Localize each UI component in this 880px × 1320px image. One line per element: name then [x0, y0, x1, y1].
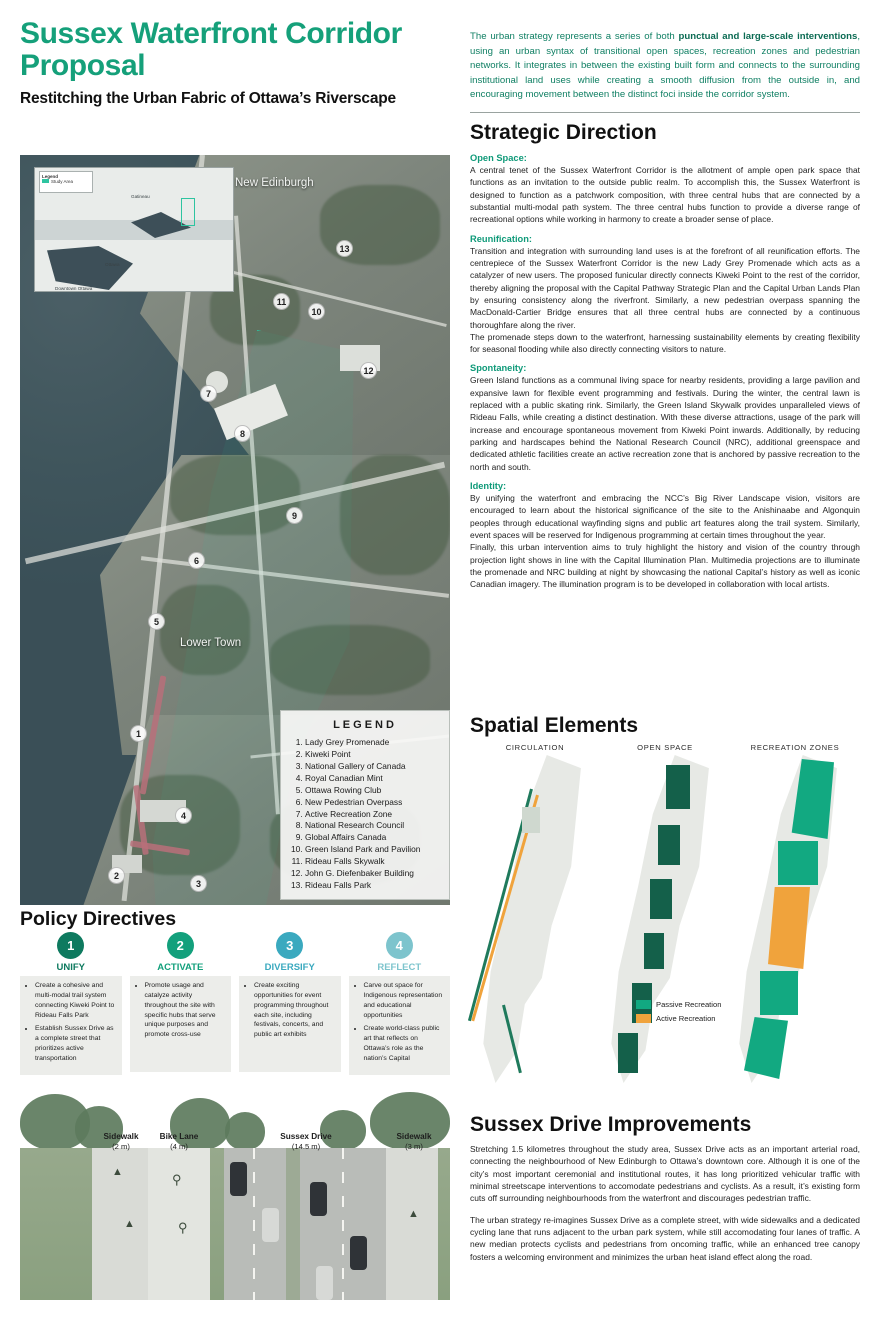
- map-marker[interactable]: 7: [200, 385, 217, 402]
- spatial-header-open-space: OPEN SPACE: [637, 743, 693, 752]
- text-identity: By unifying the waterfront and embracing the NCC’s Big River Landscape vision, visitors are encouraged to learn about the historical significance of the site to the Anishinaabe and Algonquin peoples through educational wayfinding signs and public art features along the trail system. Similarly, event spaces will be reserved for Indigenous programming at certain times throughout the year.: [470, 493, 860, 541]
- map-legend-title: LEGEND: [333, 719, 397, 731]
- policy-number-badge: 2: [167, 932, 194, 959]
- list-item: 1. Lady Grey Promenade: [305, 737, 440, 749]
- policy-number-badge: 3: [276, 932, 303, 959]
- list-item: 7. Active Recreation Zone: [305, 809, 440, 821]
- section-label-sussex-drive: Sussex Drive (14.5 m): [280, 1132, 332, 1152]
- inset-study-area-outline: [181, 198, 195, 226]
- open-space-patch: [522, 807, 540, 833]
- spatial-diagrams: [470, 755, 860, 1085]
- locator-inset-map[interactable]: [34, 167, 234, 292]
- list-item: 2. Kiweki Point: [305, 749, 440, 761]
- sussex-drive-paragraph-2: The urban strategy re-imagines Sussex Drive as a complete street, with wide sidewalks and a dedicated cycling lane that runs adjacent to the urban park system, while still accomodating four lanes of traffic. A new median protects cyclists and pedestrians from oncoming traffic, while an enhanced tree canopy fosters a welcoming environment and minimizes the urban heat island effect along the road.: [470, 1214, 860, 1262]
- lane-grass-east: [438, 1148, 450, 1300]
- open-space-block: [658, 825, 680, 865]
- sussex-drive-heading: Sussex Drive Improvements: [470, 1113, 752, 1136]
- pedestrian-icon: ▲: [124, 1218, 135, 1230]
- lane-divider-dashes: [253, 1148, 255, 1300]
- street-plan-view: [20, 1148, 450, 1300]
- vehicle-icon: [262, 1208, 279, 1242]
- list-item: 12. John G. Diefenbaker Building: [305, 868, 440, 880]
- bicycle-icon: ⚲: [172, 1172, 182, 1187]
- legend-label-active: Active Recreation: [656, 1014, 716, 1023]
- bicycle-icon: ⚲: [178, 1220, 188, 1235]
- map-marker[interactable]: 2: [108, 867, 125, 884]
- sussex-drive-paragraph-1: Stretching 1.5 kilometres throughout the study area, Sussex Drive acts as an important arterial road, connecting the neighbourhood of New Edinburgh to Ottawa’s downtown core. Although it is one of the city’s most important ceremonial and institutional routes, it has long prioritized vehicular traffic with minimal streetscape interventions to accomodate pedestrians and cyclists. As a result, it’s existing form cuts off surrounding neighbourhoods from the waterfront and discourages pedestrian traffic.: [470, 1144, 860, 1204]
- diagram-open-space: [604, 755, 726, 1083]
- subheading-open-space: Open Space:: [470, 152, 527, 163]
- text-identity-2: Finally, this urban intervention aims to truly highlight the history and vision of the country through projection light shows in line with the Capital Illumination Plan. Multimedia projections are to illuminate the promenade and NRC building at night by showcasing the national Capital’s history as well as iconic Canadian imagery. The illumination program is to be developed in collaboration with local artists.: [470, 542, 860, 590]
- list-item: 3. National Gallery of Canada: [305, 761, 440, 773]
- policy-directives-row: [20, 932, 450, 1075]
- sussex-drive-block: [470, 1105, 860, 1272]
- inset-label-downtown: Downtown Ottawa: [55, 286, 93, 291]
- vehicle-icon: [316, 1266, 333, 1300]
- inset-label-gatineau: Gatineau: [131, 194, 150, 199]
- map-marker[interactable]: 11: [273, 293, 290, 310]
- policy-card-body: [20, 976, 122, 1075]
- list-item: • Create world-class public art that reflects on Ottawa’s role as the nation’s Capital: [364, 1024, 445, 1063]
- list-item: 8. National Research Council: [305, 820, 440, 832]
- legend-label-passive: Passive Recreation: [656, 1000, 722, 1009]
- inset-legend-item: Study Area: [42, 179, 90, 184]
- diagram-circulation: [476, 755, 598, 1083]
- policy-directives-heading: Policy Directives: [20, 908, 177, 930]
- policy-card-body: [239, 976, 341, 1072]
- lane-divider-dashes: [342, 1148, 344, 1300]
- map-marker[interactable]: 10: [308, 303, 325, 320]
- lane-grass-west: [20, 1148, 92, 1300]
- legend-row-active: [636, 1014, 721, 1023]
- sussex-drive-section-render: [20, 1088, 450, 1300]
- policy-number-badge: 4: [386, 932, 413, 959]
- open-space-block: [618, 1033, 638, 1073]
- policy-card-title: DIVERSIFY: [264, 962, 315, 973]
- list-item: 5. Ottawa Rowing Club: [305, 785, 440, 797]
- policy-bullet-list: [355, 981, 445, 1064]
- map-marker[interactable]: 12: [360, 362, 377, 379]
- zone-passive-upper: [778, 841, 818, 885]
- list-item: • Promote usage and catalyze activity throughout the site with specific hubs that serve unique purposes and promote cross-use: [145, 981, 226, 1040]
- legend-row-passive: [636, 1000, 721, 1009]
- map-legend: [280, 710, 450, 900]
- policy-card-diversify: [239, 932, 341, 1075]
- pedestrian-icon: ▲: [112, 1166, 123, 1178]
- lane-median: [286, 1148, 300, 1300]
- spatial-elements-heading: Spatial Elements: [470, 714, 639, 737]
- policy-card-body: [349, 976, 451, 1075]
- list-item: 11. Rideau Falls Skywalk: [305, 856, 440, 868]
- map-legend-list: [290, 737, 440, 892]
- aerial-site-map[interactable]: [20, 155, 450, 905]
- map-marker[interactable]: 9: [286, 507, 303, 524]
- lane-sidewalk-east: [386, 1148, 438, 1300]
- map-marker[interactable]: 6: [188, 552, 205, 569]
- legend-swatch-active: [636, 1014, 651, 1023]
- list-item: 13. Rideau Falls Park: [305, 880, 440, 892]
- policy-card-body: [130, 976, 232, 1072]
- section-label-sidewalk-west: Sidewalk (2 m): [103, 1132, 139, 1152]
- policy-card-activate: [130, 932, 232, 1075]
- place-label-new-edinburgh: New Edinburgh: [235, 177, 314, 189]
- vehicle-icon: [350, 1236, 367, 1270]
- diagram-recreation-zones: [732, 755, 854, 1083]
- inset-legend-title: Legend: [42, 174, 59, 179]
- policy-bullet-list: [136, 981, 226, 1040]
- zone-passive-mid: [760, 971, 798, 1015]
- pedestrian-icon: ▲: [408, 1208, 419, 1220]
- policy-card-title: UNIFY: [56, 962, 85, 973]
- list-item: • Establish Sussex Drive as a complete street that prioritizes active transportation: [35, 1024, 116, 1063]
- map-marker[interactable]: 13: [336, 240, 353, 257]
- text-spontaneity: Green Island functions as a communal living space for nearby residents, providing a large pavilion and expansive lawn for flexible event programming and festivals. During the winter, the central lawn is replaced with a public skating rink. Similarly, the Green Island Skywalk provides unparalleled views of Rideau Falls, while creating a distinct destination. With these diverse attractions, usage of the park will increase and encourage spontaneous movement from Kiweki Point inwards. Additionally, by reducing parking and hardscapes behind the National Research Council (NRC), additional greenspace and dedicated athletic facilities create an active recreation zone that is anchored by passive recreation to the north and south.: [470, 375, 860, 472]
- map-marker[interactable]: 3: [190, 875, 207, 892]
- place-label-lower-town: Lower Town: [180, 637, 242, 649]
- list-item: 4. Royal Canadian Mint: [305, 773, 440, 785]
- list-item: 6. New Pedestrian Overpass: [305, 797, 440, 809]
- policy-number-badge: 1: [57, 932, 84, 959]
- page-subtitle: Restitching the Urban Fabric of Ottawa’s Riverscape: [20, 89, 396, 107]
- legend-swatch-passive: [636, 1000, 651, 1009]
- inset-legend: [39, 171, 93, 193]
- policy-card-unify: [20, 932, 122, 1075]
- map-marker[interactable]: 8: [234, 425, 251, 442]
- subheading-reunification: Reunification:: [470, 233, 532, 244]
- text-reunification: Transition and integration with surrounding land uses is at the forefront of all reunification efforts. The centrepiece of the Sussex Waterfront Corridor is the new Lady Grey Promenade which acts as a catalyzer of new users. The proposed funicular directly connects Kiweki Point to the rest of the corridor, thereby aligning the proposal with the Capital Pathway Strategic Plan and the Capital Urban Lands Plan by ensuring consistency along the riverfront. Similarly, a new pedestrian overpass spanning the MacDonald-Cartier Bridge ensures that all three central hubs are connected by a continuous thoroughfare along the river.: [470, 245, 860, 330]
- text-open-space: A central tenet of the Sussex Waterfront Corridor is the allotment of ample open park space that functions as an invitation to the outside public realm. To accomplish this, the Sussex Waterfront is designed to function as a patchwork composition, with three central hubs that are connected by a substantial multi-modal path system. The three central hubs function to provide a diverse range of recreational options while working in harmony to create a broader sense of place.: [470, 164, 860, 225]
- spatial-legend: [636, 1000, 721, 1028]
- zone-active: [768, 887, 810, 969]
- policy-card-title: REFLECT: [377, 962, 422, 973]
- list-item: 9. Global Affairs Canada: [305, 832, 440, 844]
- policy-bullet-list: [26, 981, 116, 1064]
- spatial-elements-block: [470, 706, 860, 1085]
- text-reunification-2: The promenade steps down to the waterfront, harnessing sustainability elements by creating flexibility for seasonal flooding while also directly connecting visitors to nature.: [470, 331, 860, 355]
- spatial-column-headers: [470, 743, 860, 752]
- vehicle-icon: [230, 1162, 247, 1196]
- spatial-header-recreation-zones: RECREATION ZONES: [750, 743, 840, 752]
- map-marker[interactable]: 4: [175, 807, 192, 824]
- divider: [470, 112, 860, 113]
- subheading-identity: Identity:: [470, 481, 507, 492]
- list-item: • Carve out space for Indigenous representation and educational opportunities: [364, 981, 445, 1020]
- subheading-spontaneity: Spontaneity:: [470, 363, 527, 374]
- lane-buffer: [210, 1148, 224, 1300]
- list-item: 10. Green Island Park and Pavilion: [305, 844, 440, 856]
- list-item: • Create a cohesive and multi-modal trail system connecting Kiweki Point to Rideau Falls Park: [35, 981, 116, 1020]
- lede-paragraph: The urban strategy represents a series of both punctual and large-scale interventions, using an urban syntax of transitional open spaces, recreation zones and pedestrian networks. It integrates in between the existing built form and connects to the surrounding institutional land uses while creating a smooth diffusion from the outside in, and encouraging movement between the distinct foci inside the corridor system.: [470, 31, 860, 101]
- right-column: [470, 30, 860, 591]
- policy-card-reflect: [349, 932, 451, 1075]
- tree-icon: [225, 1112, 265, 1150]
- inset-label-ottawa: Ottawa: [105, 262, 120, 267]
- section-label-bike-lane: Bike Lane (4 m): [159, 1132, 199, 1152]
- policy-bullet-list: [245, 981, 335, 1040]
- map-marker[interactable]: 5: [148, 613, 165, 630]
- policy-card-title: ACTIVATE: [157, 962, 204, 973]
- vehicle-icon: [310, 1182, 327, 1216]
- page-title: Sussex Waterfront Corridor Proposal: [20, 17, 402, 83]
- poster-header: [20, 18, 450, 108]
- open-space-block: [650, 879, 672, 919]
- inset-legend-swatch: [42, 179, 49, 183]
- map-marker[interactable]: 1: [130, 725, 147, 742]
- strategic-direction-heading: Strategic Direction: [470, 120, 657, 144]
- spatial-header-circulation: CIRCULATION: [505, 743, 565, 752]
- section-label-sidewalk-east: Sidewalk (3 m): [396, 1132, 432, 1152]
- list-item: • Create exciting opportunities for event programming throughout each site, including festivals, concerts, and public art exhibits: [254, 981, 335, 1040]
- open-space-block: [666, 765, 690, 809]
- open-space-block: [644, 933, 664, 969]
